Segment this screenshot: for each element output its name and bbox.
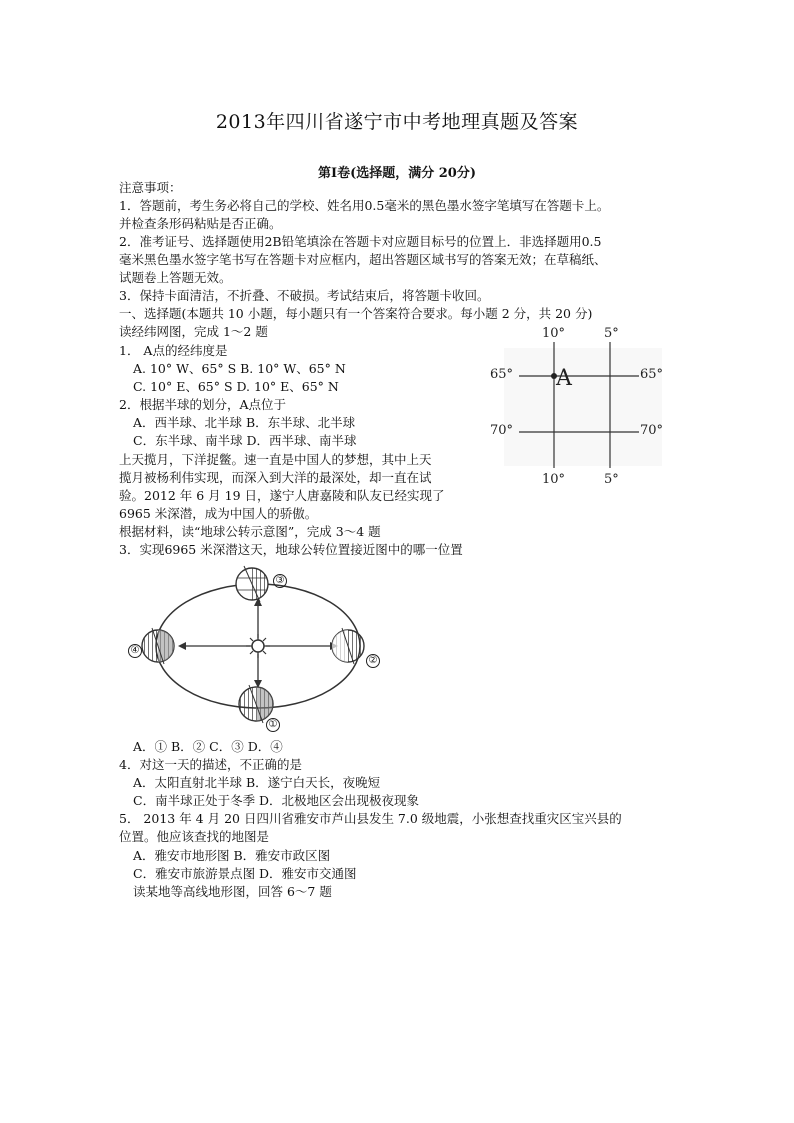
notice-heading: 注意事项： <box>119 180 182 195</box>
passage-line-1: 上天揽月，下洋捉鳖。速一直是中国人的梦想，其中上天 <box>119 452 432 467</box>
q1-options-row2: C. 10° E、65° S D. 10° E、65° N <box>133 379 339 394</box>
q2-options-row1: A．西半球、北半球 B．东半球、北半球 <box>133 415 356 430</box>
lat-label-right-70: 70° <box>640 423 664 438</box>
earth-position-4 <box>142 628 174 664</box>
read-map-3: 读某地等高线地形图，回答 6～7 题 <box>133 884 332 899</box>
notice-line-6: 3．保持卡面清洁，不折叠、不破损。考试结束后，将答题卡收回。 <box>119 288 490 303</box>
lat-lon-grid-figure <box>484 326 674 490</box>
part1-heading: 一、选择题(本题共 10 小题，每小题只有一个答案符合要求。每小题 2 分，共 20 分) <box>119 306 593 321</box>
orbit-label-3: ③ <box>273 568 287 588</box>
q2-options-row2: C．东半球、南半球 D．西半球、南半球 <box>133 433 357 448</box>
page-title: 2013年四川省遂宁市中考地理真题及答案 <box>215 111 579 133</box>
orbit-label-2: ② <box>366 648 380 668</box>
lon-label-top-left: 10° <box>542 326 566 341</box>
orbit-label-1: ① <box>266 712 280 732</box>
lon-label-bottom-left: 10° <box>542 472 566 487</box>
q5-stem-line2: 位置。他应该查找的地图是 <box>119 829 270 844</box>
lon-label-top-right: 5° <box>604 326 619 341</box>
notice-line-3: 2．准考证号、选择题使用2B铅笔填涂在答题卡对应题目标号的位置上．非选择题用0.5 <box>119 234 602 249</box>
orbit-drawing <box>120 562 390 734</box>
grid-lines <box>484 326 674 490</box>
notice-line-5: 试题卷上答题无效。 <box>119 270 232 285</box>
q5-options-row2: C．雅安市旅游景点图 D．雅安市交通图 <box>133 866 357 881</box>
lat-label-left-65: 65° <box>490 367 514 382</box>
q3-options: A．① B．② C．③ D．④ <box>133 739 283 754</box>
earth-position-3 <box>236 566 268 602</box>
notice-line-1: 1．答题前，考生务必将自己的学校、姓名用0.5毫米的黑色墨水签字笔填写在答题卡上。 <box>119 198 610 213</box>
lat-label-left-70: 70° <box>490 423 514 438</box>
notice-line-2: 并检查条形码粘贴是否正确。 <box>119 216 282 231</box>
q4-options-row2: C．南半球正处于冬季 D．北极地区会出现极夜现象 <box>133 793 420 808</box>
lon-label-bottom-right: 5° <box>604 472 619 487</box>
passage-line-4: 6965 米深潜，成为中国人的骄傲。 <box>119 506 318 521</box>
lat-label-right-65: 65° <box>640 367 664 382</box>
passage-line-3: 验。2012 年 6 月 19 日，遂宁人唐嘉陵和队友已经实现了 <box>119 488 445 503</box>
earth-position-2 <box>332 628 364 664</box>
point-a-label: A <box>556 366 572 391</box>
q5-options-row1: A．雅安市地形图 B．雅安市政区图 <box>133 848 331 863</box>
q5-stem-line1: 5． 2013 年 4 月 20 日四川省雅安市芦山县发生 7.0 级地震，小张想查找重灾区宝兴县的 <box>119 811 622 826</box>
q3-stem: 3．实现6965 米深潜这天，地球公转位置接近图中的哪一位置 <box>119 542 463 557</box>
sun-icon <box>246 634 270 658</box>
notice-line-4: 毫米黑色墨水签字笔书写在答题卡对应框内，超出答题区域书写的答案无效；在草稿纸、 <box>119 252 607 267</box>
read-map-1: 读经纬网图，完成 1～2 题 <box>119 324 268 339</box>
section-title: 第Ⅰ卷(选择题，满分 20分) <box>318 166 476 181</box>
q4-options-row1: A．太阳直射北半球 B．遂宁白天长，夜晚短 <box>133 775 381 790</box>
orbit-label-4: ④ <box>128 638 142 658</box>
q1-options-row1: A. 10° W、65° S B. 10° W、65° N <box>133 361 346 376</box>
read-map-2: 根据材料，读“地球公转示意图”，完成 3～4 题 <box>119 524 381 539</box>
passage-line-2: 揽月被杨利伟实现，而深入到大洋的最深处，却一直在试 <box>119 470 432 485</box>
q4-stem: 4．对这一天的描述，不正确的是 <box>119 757 302 772</box>
earth-orbit-figure <box>120 562 390 734</box>
q2-stem: 2．根据半球的划分，A点位于 <box>119 397 286 412</box>
q1-stem: 1． A点的经纬度是 <box>119 343 228 358</box>
